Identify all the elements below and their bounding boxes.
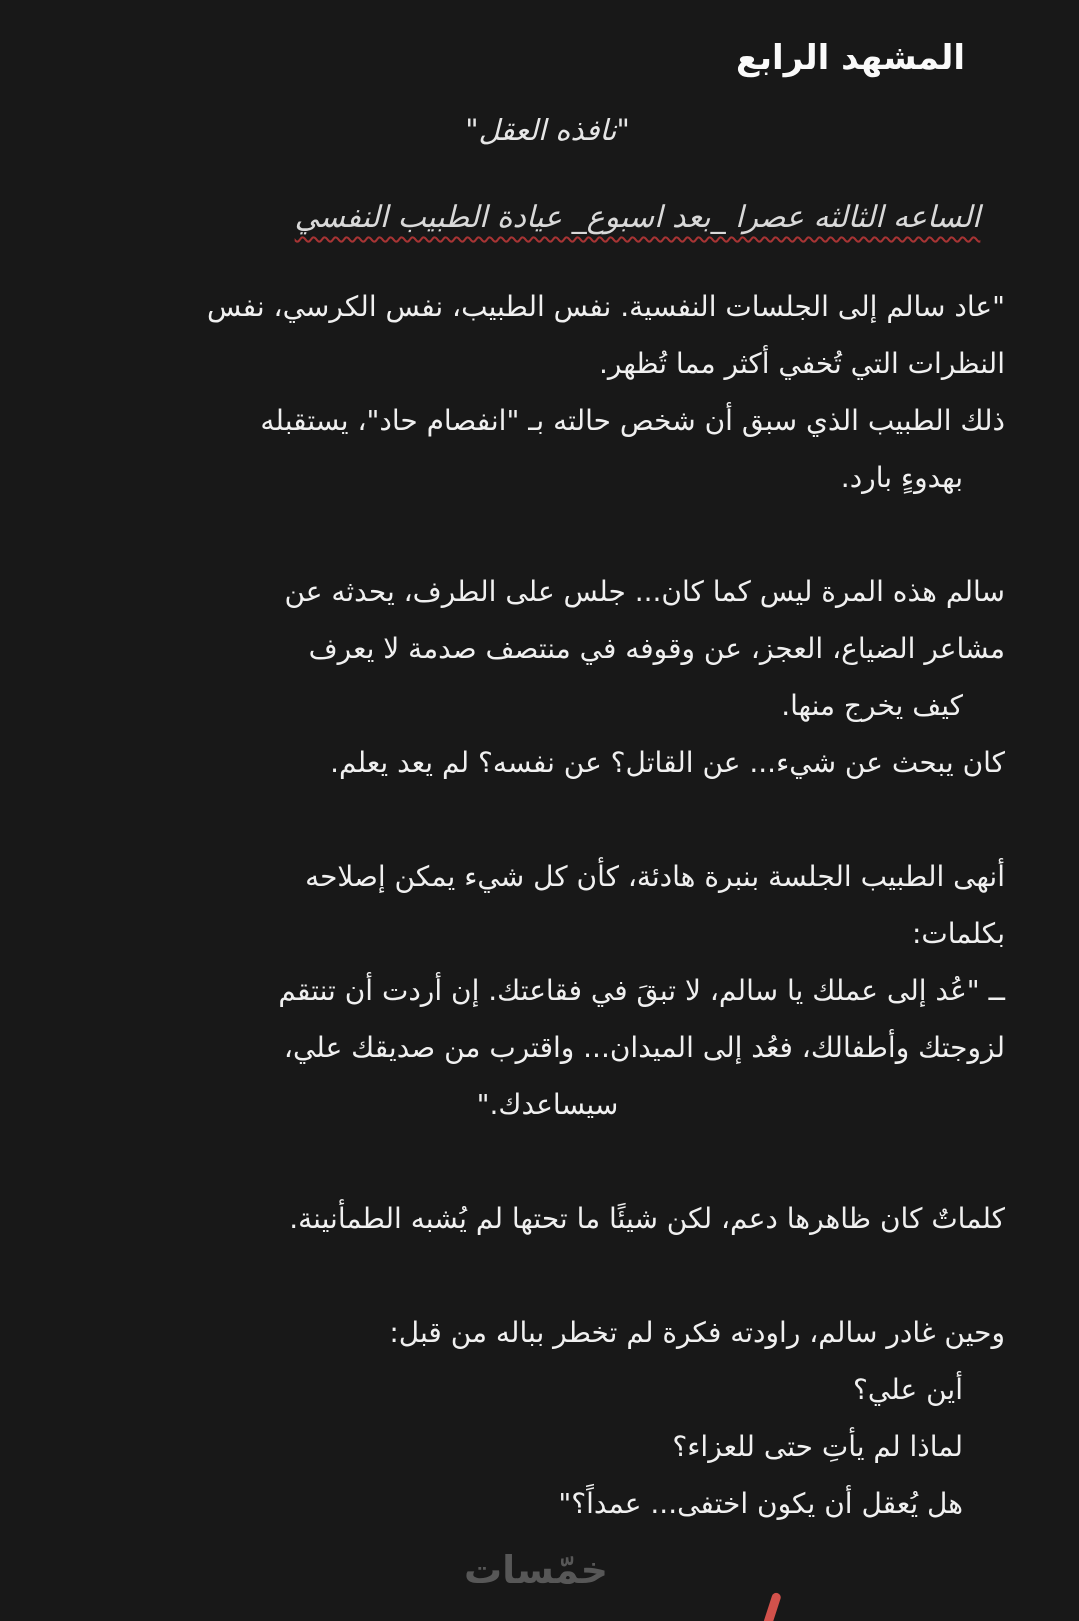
scene-heading: [270, 194, 1005, 242]
text-line: أين علي؟: [853, 1373, 963, 1406]
text-line: كيف يخرج منها.: [781, 689, 963, 722]
text-line: مشاعر الضياع، العجز، عن وقوفه في منتصف صدمة لا يعرف: [308, 632, 1005, 665]
paragraph-block: [90, 1304, 1005, 1532]
red-pen-mark: [759, 1592, 782, 1621]
text-line: بهدوءٍ بارد.: [840, 461, 963, 494]
paragraph-block: [90, 563, 1005, 791]
text-line: لزوجتك وأطفالك، فعُد إلى الميدان... واقترب من صديقك علي،: [283, 1031, 1005, 1064]
text-line: لماذا لم يأتِ حتى للعزاء؟: [672, 1430, 963, 1463]
scene-heading-text: الساعه الثالثه عصرا _بعد اسبوع_ عيادة الطبيب النفسي: [294, 200, 981, 235]
paragraph-block: [90, 278, 1005, 506]
text-line: كلماتٌ كان ظاهرها دعم، لكن شيئًا ما تحتها لم يُشبه الطمأنينة.: [289, 1202, 1005, 1235]
text-line: سيساعدك.": [476, 1088, 619, 1121]
paragraph-block: [90, 848, 1005, 1133]
text-line: "عاد سالم إلى الجلسات النفسية. نفس الطبيب، نفس الكرسي، نفس: [206, 290, 1005, 323]
khamsat-watermark: خمّسات: [464, 1548, 608, 1592]
episode-title: "نافذه العقل": [465, 113, 630, 147]
text-line: أنهى الطبيب الجلسة بنبرة هادئة، كأن كل شيء يمكن إصلاحه: [305, 860, 1005, 893]
script-body: [90, 278, 1005, 1532]
text-line: بكلمات:: [911, 917, 1005, 950]
text-line: كان يبحث عن شيء... عن القاتل؟ عن نفسه؟ لم يعد يعلم.: [330, 746, 1005, 779]
text-line: وحين غادر سالم، راودته فكرة لم تخطر بباله من قبل:: [389, 1316, 1005, 1349]
text-line: سالم هذه المرة ليس كما كان... جلس على الطرف، يحدثه عن: [284, 575, 1005, 608]
text-line: هل يُعقل أن يكون اختفى... عمداً؟": [558, 1487, 963, 1520]
scene-title: المشهد الرابع: [736, 38, 965, 78]
text-line: ذلك الطبيب الذي سبق أن شخص حالته بـ "انفصام حاد"، يستقبله: [260, 404, 1005, 437]
paragraph-block: [90, 1190, 1005, 1247]
text-line: النظرات التي تُخفي أكثر مما تُظهر.: [598, 347, 1005, 380]
text-line: ــ "عُد إلى عملك يا سالم، لا تبقَ في فقاعتك. إن أردت أن تنتقم: [278, 974, 1005, 1007]
